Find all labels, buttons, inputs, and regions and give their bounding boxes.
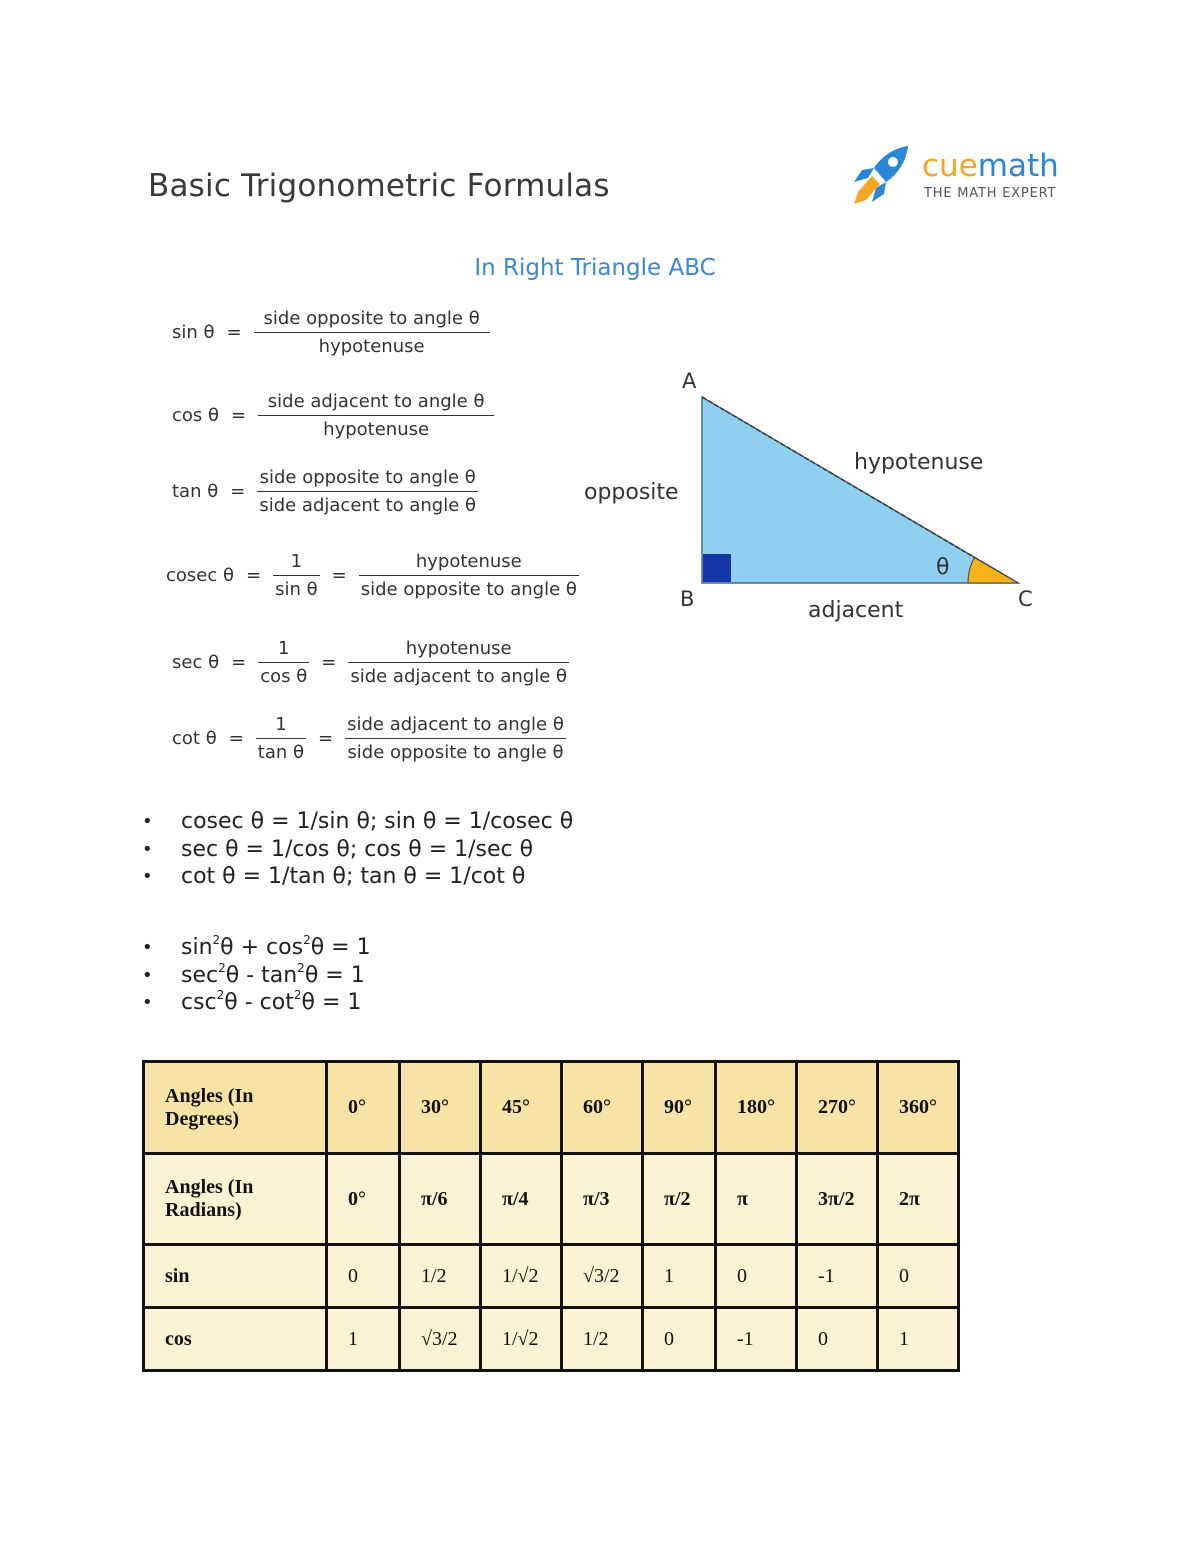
list-item: • cosec θ = 1/sin θ; sin θ = 1/cosec θ: [144, 808, 573, 836]
table-cell: 0: [878, 1245, 959, 1308]
equals-sign: =: [318, 728, 334, 749]
hypotenuse-label: hypotenuse: [854, 450, 984, 475]
table-cell: 0°: [327, 1062, 400, 1154]
table-cell: π/3: [562, 1154, 643, 1245]
equals-sign: =: [228, 728, 244, 749]
trig-values-table: [142, 1060, 960, 1372]
fraction-denominator: cos θ: [258, 662, 309, 687]
fraction-denominator: side adjacent to angle θ: [257, 491, 478, 516]
equals-sign: =: [231, 405, 247, 426]
fraction: [257, 467, 478, 516]
table-cell: 1: [643, 1245, 716, 1308]
fraction-denominator: side opposite to angle θ: [345, 738, 565, 763]
table-cell: 2π: [878, 1154, 959, 1245]
table-row: [144, 1062, 959, 1154]
fraction-numerator: hypotenuse: [405, 638, 512, 659]
list-item: • $\sin^2\theta + \cos^2\theta = 1$: [144, 934, 371, 962]
logo-wordmark: cuemath: [922, 148, 1059, 184]
list-item: • sec θ = 1/cos θ; cos θ = 1/sec θ: [144, 836, 573, 864]
logo-tagline: THE MATH EXPERT: [924, 186, 1057, 201]
table-cell: 1/√2: [481, 1308, 562, 1371]
table-cell: 45°: [481, 1062, 562, 1154]
fraction: [345, 714, 566, 763]
table-row: [144, 1154, 959, 1245]
formula-lhs: cot θ: [172, 728, 217, 749]
fraction-numerator: side opposite to angle θ: [263, 308, 480, 329]
fraction-numerator: 1: [275, 714, 287, 735]
table-cell: Angles (In Radians): [144, 1154, 327, 1245]
list-item: • $\csc^2\theta - \cot^2\theta = 1$: [144, 989, 371, 1017]
adjacent-label: adjacent: [808, 598, 904, 623]
fraction-numerator: hypotenuse: [415, 551, 522, 572]
fraction: [359, 551, 579, 600]
angle-theta-marker: [968, 558, 1018, 583]
fraction-numerator: side adjacent to angle θ: [347, 714, 564, 735]
equals-sign: =: [226, 322, 242, 343]
table-cell: Angles (In Degrees): [144, 1062, 327, 1154]
table-cell: 3π/2: [797, 1154, 878, 1245]
table-cell: 1: [878, 1308, 959, 1371]
fraction-denominator: side opposite to angle θ: [359, 575, 579, 600]
equals-sign: =: [321, 652, 337, 673]
right-triangle-diagram: [570, 360, 1050, 630]
fraction: [256, 714, 306, 763]
right-angle-marker: [703, 554, 731, 582]
table-cell: 0: [797, 1308, 878, 1371]
table-cell: 0: [327, 1245, 400, 1308]
table-cell: π/4: [481, 1154, 562, 1245]
fraction-numerator: side adjacent to angle θ: [267, 391, 485, 412]
fraction: [258, 638, 309, 687]
rocket-logo-icon: [848, 142, 916, 208]
table-cell: √3/2: [562, 1245, 643, 1308]
equals-sign: =: [246, 565, 262, 586]
table-cell: -1: [797, 1245, 878, 1308]
fraction: [254, 308, 490, 357]
fraction-numerator: 1: [290, 551, 303, 572]
vertex-c-label: C: [1018, 587, 1033, 611]
formula-lhs: cos θ: [172, 405, 220, 426]
tan-formula: [172, 467, 478, 516]
cot-formula: [172, 714, 566, 763]
fraction-numerator: 1: [277, 638, 290, 659]
vertex-b-label: B: [680, 587, 695, 611]
sec-formula: [172, 638, 569, 687]
table-row: [144, 1308, 959, 1371]
table-cell: π: [716, 1154, 797, 1245]
list-item: • cot θ = 1/tan θ; tan θ = 1/cot θ: [144, 863, 573, 891]
table-cell: 180°: [716, 1062, 797, 1154]
table-row: [144, 1245, 959, 1308]
table-cell: -1: [716, 1308, 797, 1371]
fraction-denominator: tan θ: [256, 738, 306, 763]
table-cell: 360°: [878, 1062, 959, 1154]
page-title: Basic Trigonometric Formulas: [148, 168, 610, 204]
fraction-denominator: hypotenuse: [254, 332, 490, 357]
cos-formula: [172, 391, 494, 440]
table-cell: π/6: [400, 1154, 481, 1245]
table-cell: π/2: [643, 1154, 716, 1245]
equals-sign: =: [331, 565, 347, 586]
equals-sign: =: [231, 652, 247, 673]
table-cell: 270°: [797, 1062, 878, 1154]
table-cell: 1/√2: [481, 1245, 562, 1308]
table-cell: 60°: [562, 1062, 643, 1154]
reciprocal-identities-list: [144, 808, 573, 891]
fraction: [258, 391, 494, 440]
table-cell: √3/2: [400, 1308, 481, 1371]
opposite-label: opposite: [584, 480, 679, 505]
fraction-denominator: hypotenuse: [258, 415, 494, 440]
table-cell: 30°: [400, 1062, 481, 1154]
table-cell: 1/2: [400, 1245, 481, 1308]
table-cell: 1: [327, 1308, 400, 1371]
equals-sign: =: [230, 481, 246, 502]
fraction-numerator: side opposite to angle θ: [259, 467, 476, 488]
fraction-denominator: sin θ: [273, 575, 320, 600]
pythagorean-identities-list: [144, 934, 371, 1017]
cosec-formula: [166, 551, 579, 600]
section-subtitle: In Right Triangle ABC: [474, 255, 716, 281]
formula-lhs: sin θ: [172, 322, 215, 343]
table-cell: 90°: [643, 1062, 716, 1154]
fraction: [273, 551, 320, 600]
sin-formula: [172, 308, 490, 357]
table-cell: cos: [144, 1308, 327, 1371]
vertex-a-label: A: [682, 369, 697, 393]
table-cell: 0°: [327, 1154, 400, 1245]
theta-label: θ: [936, 555, 950, 580]
table-cell: 0: [716, 1245, 797, 1308]
fraction: [348, 638, 569, 687]
list-item: • $\sec^2\theta - \tan^2\theta = 1$: [144, 962, 371, 990]
table-cell: sin: [144, 1245, 327, 1308]
formula-lhs: tan θ: [172, 481, 219, 502]
fraction-denominator: side adjacent to angle θ: [348, 662, 569, 687]
table-cell: 0: [643, 1308, 716, 1371]
formula-lhs: cosec θ: [166, 565, 234, 586]
table-cell: 1/2: [562, 1308, 643, 1371]
formula-lhs: sec θ: [172, 652, 220, 673]
